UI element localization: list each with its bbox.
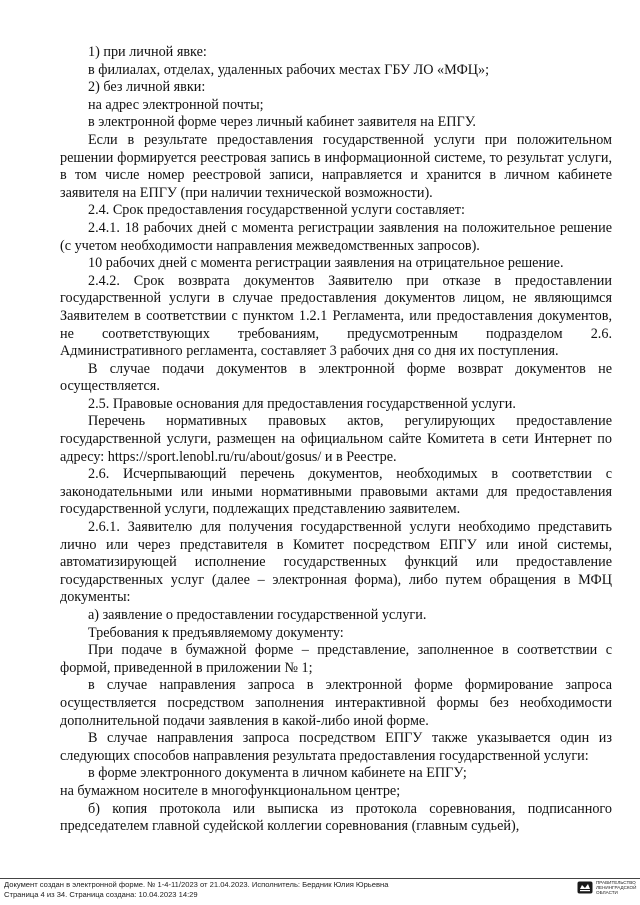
paragraph: При подаче в бумажной форме – представление, заполненное в соответствии с формой, приведенной в приложении № 1; <box>60 642 612 676</box>
paragraph: 2.4.2. Срок возврата документов Заявителю при отказе в предоставлении государственной услуги в случае предоставления документов лицом, не являющимся Заявителем в соответствии с пунктом 1.2.1 Регламента, или предоставления документов, не соответствующих требованиям, предусмотренным подразделом 2.6. Административного регламента, составляет 3 рабочих дня со дня их поступления. <box>60 272 612 360</box>
paragraph: Требования к предъявляемому документу: <box>88 624 344 641</box>
paragraph: 2) без личной явки: <box>88 79 206 96</box>
paragraph: в филиалах, отделах, удаленных рабочих местах ГБУ ЛО «МФЦ»; <box>88 61 490 78</box>
document-body <box>60 44 612 836</box>
footer-divider <box>0 878 640 879</box>
footer-page-info: Страница 4 из 34. Страница создана: 10.04.2023 14:29 <box>4 889 198 899</box>
logo-caption: ПРАВИТЕЛЬСТВО ЛЕНИНГРАДСКОЙ ОБЛАСТИ <box>596 880 637 895</box>
paragraph: Перечень нормативных правовых актов, регулирующих предоставление государственной услуги, размещен на официальном сайте Комитета в сети Интернет по адресу: https://sport.lenobl.ru/ru/about/gosus/ и в Реестре. <box>60 413 612 465</box>
paragraph: в случае направления запроса в электронной форме формирование запроса осуществляется посредством заполнения интерактивной формы без необходимости дополнительной подачи заявления в какой-либо иной форме. <box>60 677 612 729</box>
document-footer <box>0 878 640 900</box>
coat-of-arms-icon <box>577 881 593 894</box>
paragraph: б) копия протокола или выписка из протокола соревнования, подписанного председателем главной судейской коллегии соревнования (главным судьей), <box>60 800 612 835</box>
paragraph: а) заявление о предоставлении государственной услуги. <box>88 607 427 623</box>
paragraph: В случае подачи документов в электронной форме возврат документов не осуществляется. <box>60 360 612 395</box>
paragraph: 2.6. Исчерпывающий перечень документов, необходимых в соответствии с законодательными или иными нормативными правовыми актами для предоставления государственной услуги, подлежащих представлению заявителем. <box>60 466 612 518</box>
government-logo <box>577 880 637 895</box>
paragraph: 2.4.1. 18 рабочих дней с момента регистрации заявления на положительное решение (с учетом необходимости направления межведомственных запросов). <box>60 219 612 254</box>
footer-doc-info: Документ создан в электронной форме. № 1-4-11/2023 от 21.04.2023. Исполнитель: Бердник Юлия Юрьевна <box>4 880 389 889</box>
footer-metadata <box>4 880 388 899</box>
paragraph: Если в результате предоставления государственной услуги при положительном решении формируется реестровая запись в информационной системе, то результат услуги, в том числе номер реестровой записи, направляется и хранится в личном кабинете заявителя на ЕПГУ (при наличии технической возможности). <box>60 131 612 201</box>
paragraph: В случае направления запроса посредством ЕПГУ также указывается один из следующих способов направления результата предоставления государственной услуги: <box>60 730 612 764</box>
paragraph: в электронной форме через личный кабинет заявителя на ЕПГУ. <box>88 114 476 131</box>
paragraph: 1) при личной явке: <box>88 44 207 60</box>
paragraph: на бумажном носителе в многофункциональном центре; <box>60 782 401 799</box>
paragraph: 2.4. Срок предоставления государственной услуги составляет: <box>88 202 465 219</box>
paragraph: 2.6.1. Заявителю для получения государственной услуги необходимо представить лично или через представителя в Комитет посредством ЕПГУ или иной системы, автоматизирующей исполнение государственных функций или предоставление государственных услуг (далее – электронная форма), либо путем обращения в МФЦ документы: <box>60 519 612 606</box>
paragraph: в форме электронного документа в личном кабинете на ЕПГУ; <box>88 765 467 782</box>
paragraph: 10 рабочих дней с момента регистрации заявления на отрицательное решение. <box>88 255 564 272</box>
paragraph: 2.5. Правовые основания для предоставления государственной услуги. <box>88 395 516 412</box>
paragraph: на адрес электронной почты; <box>88 96 264 113</box>
